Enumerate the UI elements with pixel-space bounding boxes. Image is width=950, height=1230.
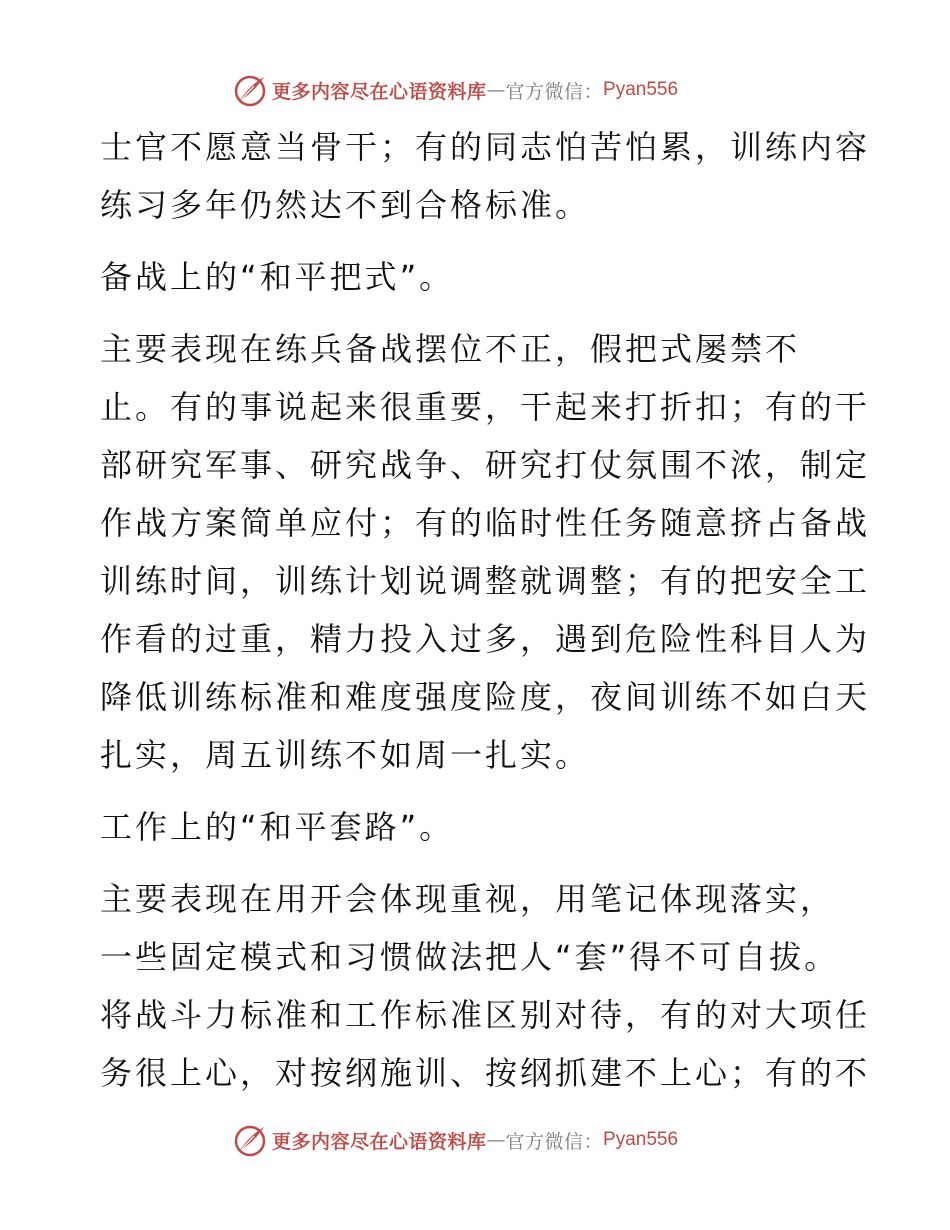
header-watermark-banner — [232, 70, 712, 110]
text-line: 部研究军事、研究战争、研究打仗氛围不浓，制定 — [100, 446, 871, 484]
feather-logo-icon — [232, 72, 268, 108]
text-line: 士官不愿意当骨干；有的同志怕苦怕累，训练内容 — [100, 128, 871, 166]
banner-dash: — — [486, 79, 506, 101]
text-line: 一些固定模式和习惯做法把人“套”得不可自拔。 — [100, 938, 840, 976]
banner-library-text: 更多内容尽在心语资料库 — [272, 80, 487, 103]
banner-wechat-label: 官方微信： — [505, 80, 604, 103]
text-line: 降低训练标准和难度强度险度，夜间训练不如白天 — [100, 678, 871, 716]
section-heading: 备战上的“和平把式”。 — [100, 258, 455, 296]
banner-library-text: 更多内容尽在心语资料库 — [272, 1130, 487, 1153]
text-line: 训练时间，训练计划说调整就调整；有的把安全工 — [100, 562, 871, 600]
text-line: 主要表现在用开会体现重视，用笔记体现落实， — [100, 880, 836, 918]
text-line: 止。有的事说起来很重要，干起来打折扣；有的干 — [100, 388, 871, 426]
text-line: 作看的过重，精力投入过多，遇到危险性科目人为 — [100, 620, 871, 658]
banner-wechat-id: Pyan556 — [603, 1129, 679, 1150]
banner-dash: — — [486, 1129, 506, 1151]
banner-wechat-id: Pyan556 — [603, 79, 679, 100]
text-line: 练习多年仍然达不到合格标准。 — [100, 186, 591, 224]
document-body — [100, 118, 871, 1102]
footer-watermark-banner — [232, 1120, 712, 1160]
text-line: 扎实，周五训练不如周一扎实。 — [100, 736, 591, 774]
text-line: 主要表现在练兵备战摆位不正，假把式屡禁不 — [100, 330, 801, 368]
section-heading: 工作上的“和平套路”。 — [100, 808, 455, 846]
text-line: 务很上心，对按纲施训、按纲抓建不上心；有的不 — [100, 1054, 871, 1092]
feather-logo-icon — [232, 1122, 268, 1158]
text-line: 将战斗力标准和工作标准区别对待，有的对大项任 — [100, 996, 871, 1034]
text-line: 作战方案简单应付；有的临时性任务随意挤占备战 — [100, 504, 871, 542]
banner-wechat-label: 官方微信： — [505, 1130, 604, 1153]
